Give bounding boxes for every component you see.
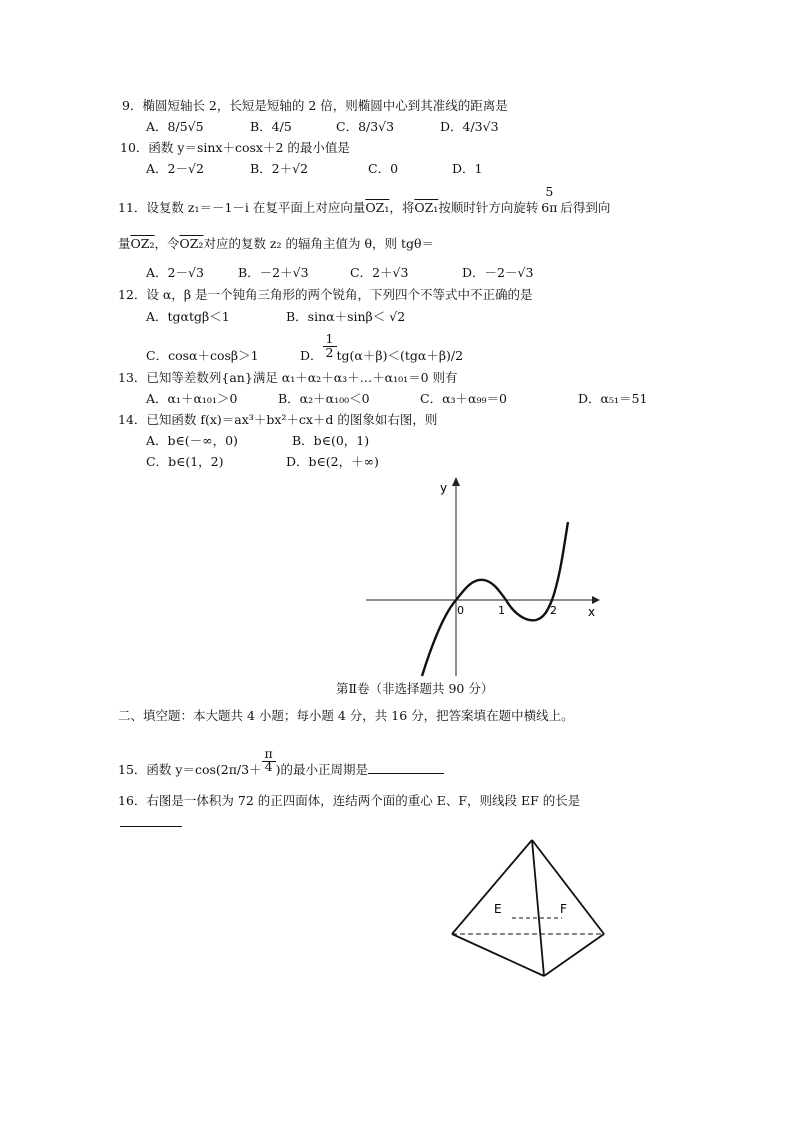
tick-label-1: 1 [498, 604, 505, 617]
x-axis-arrow [592, 596, 600, 604]
q15-answer-blank[interactable] [368, 760, 444, 774]
label-f: F [560, 902, 567, 916]
q10-stem: 10．函数 y＝sinx＋cosx＋2 的最小值是 [120, 140, 350, 155]
q16-stem: 16．右图是一体积为 72 的正四面体，连结两个面的重心 E、F，则线段 EF 的长是 [118, 793, 581, 808]
q15-stem-part-a: 15．函数 y＝cos(2π/3＋ [118, 762, 262, 777]
q12-fraction-numerator: 1 [323, 331, 337, 347]
q12-option-a: A．tgαtgβ＜1 [146, 309, 230, 324]
q11-vector-oz2: OZ₂ [130, 236, 155, 251]
q15-stem-part-b: )的最小正周期是 [275, 762, 368, 777]
q12-fraction-denominator: 2 [325, 345, 334, 360]
q11-stem-part-b: ，将 [389, 200, 415, 215]
q13-stem: 13．已知等差数列{an}满足 α₁＋α₂＋α₃＋…＋α₁₀₁＝0 则有 [118, 370, 458, 385]
section2-instructions: 二、填空题：本大题共 4 小题；每小题 4 分，共 16 分，把答案填在题中横线上。 [118, 708, 574, 723]
q11-vector-oz1-b: OZ₁ [414, 200, 439, 215]
part2-title: 第Ⅱ卷（非选择题共 90 分） [336, 681, 494, 696]
q14-stem: 14．已知函数 f(x)＝ax³＋bx²＋cx＋d 的图象如右图，则 [118, 412, 438, 427]
edge-right-front [544, 934, 604, 976]
q11-line2-part-a: 量 [118, 236, 131, 251]
q11-stem-line2 [118, 236, 434, 252]
q13-option-c: C．α₃＋α₉₉＝0 [420, 391, 507, 406]
q14-option-c: C．b∈(1，2) [146, 454, 224, 469]
q14-option-a: A．b∈(－∞，0) [146, 433, 238, 448]
q11-vector-oz2-b: OZ₂ [179, 236, 204, 251]
edge-apex-front [532, 840, 544, 976]
y-axis-arrow [452, 477, 460, 486]
q10-option-b: B．2＋√2 [250, 161, 309, 176]
q11-line2-part-b: ，令 [154, 236, 180, 251]
q11-fraction-numerator: 5 [545, 184, 554, 199]
cubic-curve [422, 522, 568, 676]
tick-label-2: 2 [550, 604, 557, 617]
q11-option-a: A．2－√3 [146, 265, 204, 280]
q12-option-d-label: D． [300, 348, 323, 363]
q9-option-d: D．4/3√3 [440, 119, 499, 134]
q13-option-d: D．α₅₁＝51 [578, 391, 648, 406]
q11-option-b: B．－2＋√3 [238, 265, 309, 280]
q14-option-d: D．b∈(2，＋∞) [286, 454, 379, 469]
q12-option-d [300, 331, 464, 364]
cubic-graph-figure [360, 474, 610, 680]
q11-stem-part-c: 按顺时针方向旋转 [438, 200, 539, 215]
q11-line2-part-c: 对应的复数 z₂ 的辐角主值为 θ，则 tgθ＝ [203, 236, 435, 251]
q11-fraction-denominator: 6π [541, 200, 558, 215]
y-axis-label: y [440, 481, 448, 495]
q11-stem-part-d: 后得到向 [560, 200, 611, 215]
q10-option-a: A．2－√2 [146, 161, 204, 176]
edge-left-front [452, 934, 544, 976]
q12-option-b: B．sinα＋sinβ＜ √2 [286, 309, 406, 324]
q15-fraction-denominator: 4 [264, 759, 273, 774]
q13-option-b: B．α₂＋α₁₀₀＜0 [278, 391, 370, 406]
q14-option-b: B．b∈(0，1) [292, 433, 370, 448]
q12-option-d-fraction [323, 331, 337, 364]
q12-option-d-text: tg(α＋β)＜(tgα＋β)/2 [336, 348, 464, 363]
q11-vector-oz1: OZ₁ [365, 200, 390, 215]
q9-stem: 9．椭圆短轴长 2，长短是短轴的 2 倍，则椭圆中心到其准线的距离是 [122, 98, 508, 113]
q9-option-b: B．4/5 [250, 119, 292, 134]
edge-apex-right [532, 840, 604, 934]
q12-stem: 12．设 α，β 是一个钝角三角形的两个锐角，下列四个不等式中不正确的是 [118, 287, 533, 302]
q12-option-c: C．cosα＋cosβ＞1 [146, 348, 259, 363]
label-e: E [494, 902, 502, 916]
q10-option-c: C．0 [368, 161, 399, 176]
q11-option-c: C．2＋√3 [350, 265, 409, 280]
tick-label-0: 0 [457, 604, 464, 617]
q11-stem-line1 [118, 184, 611, 216]
q11-stem-part-a: 11．设复数 z₁＝－1－i 在复平面上对应向量 [118, 200, 366, 215]
q9-option-c: C．8/3√3 [336, 119, 395, 134]
tetrahedron-figure [440, 832, 620, 986]
q11-angle-fraction [538, 184, 560, 216]
q15-fraction-numerator: π [262, 746, 276, 762]
q15-fraction [262, 746, 276, 778]
edge-apex-left [452, 840, 532, 934]
q9-option-a: A．8/5√5 [146, 119, 204, 134]
q16-answer-blank[interactable] [120, 826, 182, 827]
x-axis-label: x [588, 605, 596, 619]
q13-option-a: A．α₁＋α₁₀₁＞0 [146, 391, 238, 406]
q10-option-d: D．1 [452, 161, 483, 176]
q11-option-d: D．－2－√3 [462, 265, 534, 280]
q15-stem [118, 746, 444, 778]
